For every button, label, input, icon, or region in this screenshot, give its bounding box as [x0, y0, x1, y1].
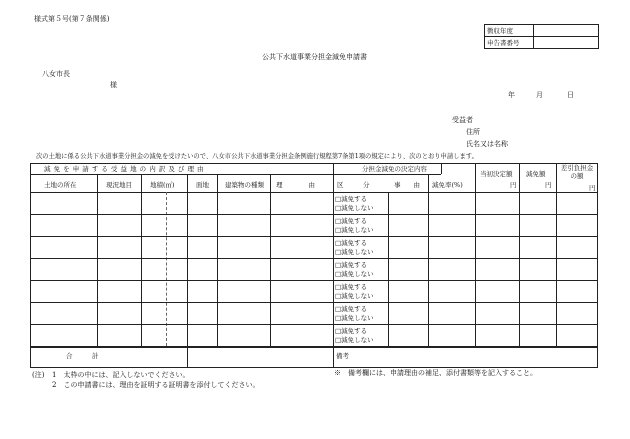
- col-category: 区 分: [337, 181, 370, 189]
- col-net-amount: 差引負担金の額: [560, 164, 594, 180]
- report-number-field[interactable]: [534, 37, 599, 49]
- intro-text: 次の土地に係る公共下水道事業分担金の減免を受けたいので、八女市公共下水道事業分担金条例施行規程第7条第1項の規定により、次のとおり申請します。: [36, 153, 478, 160]
- col-net-unit: 円: [589, 184, 596, 192]
- left-header: 減 免 を 申 請 す る 受 益 地 の 内 訳 及 び 理 由: [44, 165, 205, 173]
- col-reduction-unit: 円: [545, 181, 552, 189]
- note-2: 2 この申請書には、理由を証明する証明書を添付してください。: [52, 381, 260, 389]
- beneficiary-label: 受益者: [452, 116, 473, 124]
- name-label: 氏名又は名称: [466, 140, 508, 148]
- row-4-option-yes[interactable]: □減免する: [335, 261, 368, 269]
- col-building-type: 建築物の種類: [225, 181, 264, 189]
- col-initial-amount: 当初決定額: [480, 170, 513, 178]
- col-reduction-rate: 減免率(%): [432, 181, 463, 189]
- col-current-category: 現況地目: [106, 181, 132, 189]
- row-7-option-no[interactable]: □減免しない: [335, 336, 374, 344]
- honorific: 様: [110, 81, 117, 89]
- right-header: 分担金減免の決定内容: [362, 165, 427, 173]
- date-day: 日: [567, 91, 574, 99]
- note-prefix: (注): [32, 371, 45, 379]
- col-initial-unit: 円: [510, 181, 517, 189]
- remarks-label: 備考: [336, 352, 349, 360]
- row-3-option-no[interactable]: □減免しない: [335, 248, 374, 256]
- note-right: ※ 備考欄には、申請理由の補足、添付書類等を記入すること。: [334, 369, 537, 377]
- row-5-option-no[interactable]: □減免しない: [335, 292, 374, 300]
- row-4-option-no[interactable]: □減免しない: [335, 270, 374, 278]
- form-number: 様式第５号(第７条関係): [34, 15, 110, 23]
- row-6-option-yes[interactable]: □減免する: [335, 305, 368, 313]
- row-2-option-yes[interactable]: □減免する: [335, 217, 368, 225]
- col-reason: 理 由: [276, 181, 315, 189]
- row-2-option-no[interactable]: □減免しない: [335, 226, 374, 234]
- report-number-label: 申告書番号: [485, 37, 534, 49]
- fiscal-year-field[interactable]: [534, 25, 599, 37]
- date-year: 年: [508, 91, 515, 99]
- mayor-label: 八女市長: [42, 70, 70, 78]
- col-matter: 事 由: [394, 181, 420, 189]
- row-7-option-yes[interactable]: □減免する: [335, 327, 368, 335]
- page-title: 公共下水道事業分担金減免申請書: [262, 53, 367, 61]
- row-1-option-yes[interactable]: □減免する: [335, 195, 368, 203]
- meta-box: [484, 24, 599, 49]
- row-1-option-no[interactable]: □減免しない: [335, 204, 374, 212]
- fiscal-year-label: 徴収年度: [485, 25, 534, 37]
- col-area-m2: 面地: [196, 181, 209, 189]
- total-label: 合 計: [66, 352, 99, 360]
- left-table: [30, 163, 334, 368]
- row-6-option-no[interactable]: □減免しない: [335, 314, 374, 322]
- col-area: 地積(㎡): [150, 181, 175, 189]
- col-reduction-amount: 減免額: [526, 170, 546, 178]
- address-label: 住所: [466, 128, 480, 136]
- note-1: 1 太枠の中には、記入しないでください。: [52, 371, 190, 379]
- row-3-option-yes[interactable]: □減免する: [335, 239, 368, 247]
- col-land-location: 土地の所在: [44, 181, 77, 189]
- row-5-option-yes[interactable]: □減免する: [335, 283, 368, 291]
- date-month: 月: [536, 91, 543, 99]
